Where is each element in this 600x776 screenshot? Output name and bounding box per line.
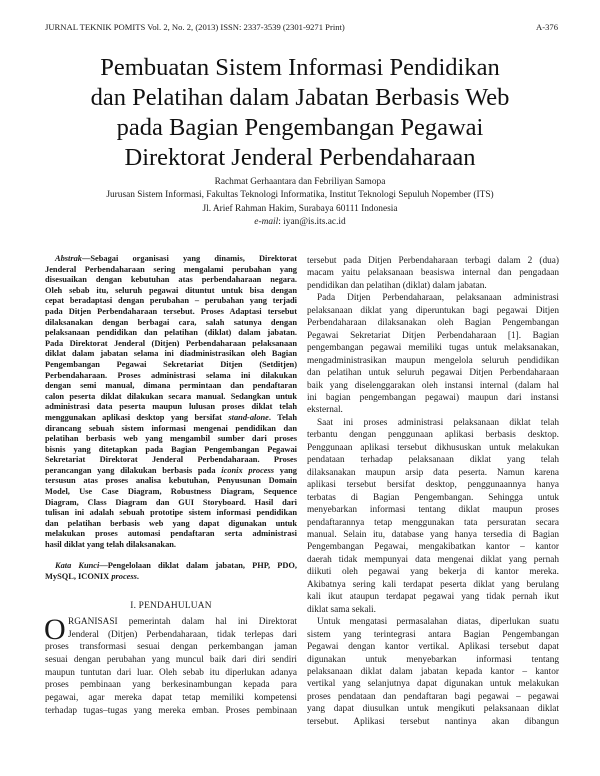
text-segment: RGANISASI pemerintah dalam hal ini Direktorat (68, 617, 297, 627)
text-segment: disesuaikan dengan kebutuhan atas perbendaharaan negara. (45, 275, 297, 285)
text-line (307, 517, 559, 529)
italic-text: Abstrak (55, 254, 82, 263)
text-segment: Model, Use Case Diagram, Robustness Diagram, Sequence (45, 487, 297, 497)
text-segment: maupun tuntutan dari luar. Oleh sebab itu diperlukan adanya (45, 667, 297, 678)
text-line (45, 392, 297, 403)
text-line (307, 579, 559, 591)
text-segment: mengadministrasikan maupun mengelola seluruh pendidikan (307, 355, 559, 366)
text-line (45, 476, 297, 487)
text-line (45, 371, 297, 382)
paragraph (44, 613, 297, 718)
text-line (45, 413, 297, 424)
text-line (307, 292, 559, 304)
italic-text: stand-alone (228, 412, 269, 422)
text-segment: yang (274, 465, 297, 475)
text-segment: eksternal. (307, 405, 343, 416)
text-segment: Oleh sebab itu, seluruh pegawai dituntut untuk bisa dengan (45, 285, 297, 295)
text-segment: bisnis yang ditetapkan pada Bagian Pengembangan Pegawai (45, 444, 297, 454)
text-line (307, 367, 559, 379)
text-segment: terhadap tugas–tugas yang mereka emban. Proses pembinaan (45, 705, 297, 716)
email-address[interactable]: : iyan@is.its.ac.id (278, 216, 346, 227)
text-segment: perancangan yang dilakukan berbasis pada (45, 465, 222, 475)
text-line (307, 529, 559, 541)
text-segment: menggunakan aplikasi desktop yang bersifat (45, 412, 229, 422)
text-segment: dilaksanakan maupun arsip data peserta. Namun karena (307, 467, 559, 478)
text-segment: pegawai, agar mereka dapat tetap memiliki kompetensi (45, 693, 297, 704)
author-block (0, 176, 600, 229)
text-line (307, 604, 559, 616)
abstract (45, 254, 297, 551)
text-segment: proses pembinaan yang berkesinambungan kepada para (45, 680, 297, 691)
text-segment: pelaksanaan diklat yang diperuntukan bagi pegawai Ditjen (307, 305, 559, 316)
text-segment: Pengembangan Pegawai Sekretariat Ditjen (Setditjen) (45, 359, 297, 369)
paragraph (307, 255, 559, 292)
text-line (307, 678, 559, 690)
text-segment: melakukan proses automasi pendaftaran serta administrasi (45, 529, 297, 539)
text-segment: vertikal yang selanjutnya dapat digunakan untuk melakukan (307, 679, 559, 690)
text-line (307, 404, 559, 416)
text-line (45, 455, 297, 466)
text-line (45, 529, 297, 540)
paragraph (307, 616, 559, 728)
keywords (45, 560, 297, 582)
text-segment: Jenderal (Ditjen) Perbendaharaan, tidak terlepas dari (68, 629, 297, 640)
text-line (307, 317, 559, 329)
text-segment: proses transformasi sesuai dengan perkembangan jaman (45, 642, 297, 653)
text-segment: pendidikan dan pelatihan (diklat) dalam jabatan. (307, 280, 487, 291)
text-segment: —Pengelolaan diklat dalam jabatan, PHP, PDO, (99, 561, 297, 570)
text-segment: Akibatnya sering kali terdapat peserta diklat yang berulang (307, 579, 559, 590)
text-line (45, 616, 297, 629)
text-segment: cepat beradaptasi dengan perubahan – perubahan yang terjadi (45, 296, 297, 306)
text-line (307, 467, 559, 479)
text-segment: tulisan ini adalah sebuah prototipe sistem informasi pendidikan (45, 508, 297, 518)
text-line (307, 305, 559, 317)
text-segment: . (136, 572, 139, 581)
text-line (307, 429, 559, 441)
text-segment: Pegawai Sekretariat Ditjen Perbendaharaan [1]. Bagian (307, 330, 559, 341)
text-segment: dilaksanakan dengan berbagai cara, salah satunya dengan (45, 317, 297, 327)
text-segment: menyebarkan informasi tentang diklat maupun proses (307, 505, 559, 516)
title-line: pada Bagian Pengembangan Pegawai (116, 114, 484, 141)
text-line (45, 571, 297, 582)
text-segment: pelaksanaan pendidikan dan pelatihan (diklat) dalam jabatan. (45, 328, 297, 338)
text-line (45, 402, 297, 413)
text-segment: diikuti oleh pegawai yang bekerja di kantor mereka. (307, 567, 559, 578)
text-line (45, 445, 297, 456)
text-line (307, 392, 559, 404)
text-line (45, 466, 297, 477)
text-segment: manual. Selain itu, database yang hanya tersedia di Bagian (307, 529, 559, 540)
text-segment: Pegawai dengan kantor vertikal. Aplikasi tersebut dapat (307, 642, 559, 653)
text-segment: dan pelatihan berbasis web yang dapat digunakan untuk (45, 518, 297, 528)
text-segment: dengan semi manual, dimana permintaan dan pendaftaran (45, 381, 297, 391)
text-line (45, 519, 297, 530)
text-line (307, 504, 559, 516)
text-line (307, 255, 559, 267)
text-segment: MySQL, ICONIX (45, 572, 112, 581)
text-segment: Jenderal Perbendaharaan sering mengalami perubahan yang (45, 264, 297, 274)
author-email (0, 216, 600, 229)
text-line (45, 498, 297, 509)
text-line (307, 479, 559, 491)
text-line (45, 328, 297, 339)
text-segment: pelaksanaan diklat dalam jabatan kepada kantor – kantor (307, 666, 559, 677)
text-segment: administrasi data peserta maupun lulusan proses diklat telah (45, 402, 297, 412)
text-segment: dirancang sebuah sistem informasi mengenai pendidikan dan (45, 423, 297, 433)
text-line (45, 286, 297, 297)
text-line (45, 360, 297, 371)
text-line (45, 307, 297, 318)
text-segment: pengembangan pegawai memiliki tugas untuk melaksanakan, (307, 343, 559, 354)
drop-cap: O (44, 613, 66, 646)
text-line (307, 342, 559, 354)
text-line (45, 692, 297, 705)
text-line (45, 679, 297, 692)
text-line (45, 275, 297, 286)
author-affiliation: Jurusan Sistem Informasi, Fakultas Teknologi Informatika, Institut Teknologi Sepuluh Nopember (ITS) (106, 190, 494, 201)
text-line (45, 424, 297, 435)
text-line (45, 560, 297, 571)
text-line (307, 566, 559, 578)
text-line (45, 349, 297, 360)
text-line (45, 540, 297, 551)
email-label: e-mail (254, 216, 279, 227)
text-segment: dan pelatihan untuk seluruh pegawai Ditjen Perbendaharaan (307, 368, 559, 379)
text-segment: Sekretariat Direktorat Jenderal Perbendaharaan. Proses (45, 455, 297, 465)
text-segment: digunakan untuk menyebarkan informasi tentang (307, 654, 559, 665)
section-heading: I. PENDAHULUAN (130, 601, 212, 611)
text-line (307, 591, 559, 603)
text-line (307, 616, 559, 628)
text-segment: proses pendataan dan pendaftaran bagi pegawai – pegawai (307, 691, 559, 702)
text-line (307, 380, 559, 392)
text-segment: yang dapat diusulkan untuk mengikuti pelaksanaan diklat (307, 704, 559, 715)
right-column-text (307, 255, 559, 728)
text-segment: diklat sama sekali. (307, 604, 376, 615)
italic-text: process (111, 572, 137, 581)
page-number: A-376 (536, 22, 558, 32)
paragraph (45, 254, 297, 551)
text-line (45, 705, 297, 718)
text-line (45, 629, 297, 642)
italic-text: Kata Kunci (55, 561, 100, 570)
text-line (307, 691, 559, 703)
journal-header: JURNAL TEKNIK POMITS Vol. 2, No. 2, (2013) ISSN: 2337-3539 (2301-9271 Print) (45, 22, 345, 32)
text-line (307, 442, 559, 454)
text-segment: terbatas di Bagian Pengembangan. Sehingga untuk (307, 492, 559, 503)
author-names: Rachmat Gerhaantara dan Febriliyan Samopa (214, 177, 386, 187)
introduction-text (44, 613, 297, 718)
text-line (307, 541, 559, 553)
text-segment: terbantu dengan penggunaan aplikasi berbasis desktop. (307, 430, 559, 441)
text-segment: —Sebagai organisasi yang dinamis, Direktorat (82, 254, 297, 263)
text-line (45, 318, 297, 329)
text-segment: ini bagian pengembangan pegawai) maupun dari instansi (307, 392, 559, 403)
paragraph (45, 560, 297, 582)
text-line (45, 296, 297, 307)
paragraph (307, 292, 559, 417)
text-line (307, 330, 559, 342)
text-segment: Pada Direktorat Jenderal (Ditjen) Perbendaharaan pelaksanaan (45, 338, 297, 348)
text-segment: pendaftarannya tetap menggunakan tata persuratan secara (307, 517, 559, 528)
italic-text: iconix process (221, 465, 275, 475)
text-segment: tersusun atas proses analisa kebutuhan, Penyusunan Domain (45, 476, 297, 486)
text-line (307, 716, 559, 728)
text-segment: . Telah (268, 412, 297, 422)
title-line: Direktorat Jenderal Perbendaharaan (124, 144, 476, 171)
text-segment: baik yang diselenggarakan oleh instansi internal (dalam hal (307, 380, 559, 391)
text-line (307, 454, 559, 466)
text-segment: Penggunaan aplikasi tersebut dikhususkan untuk melakukan (307, 442, 559, 453)
text-line (45, 487, 297, 498)
text-line (307, 654, 559, 666)
paragraph (307, 417, 559, 616)
text-segment: sesuai dengan perubahan yang muncul baik dari diri sendiri (45, 655, 297, 666)
text-segment: aplikasi tersebut bersifat desktop, penggunaannya hanya (307, 480, 559, 491)
text-segment: daerah tidak mempunyai data mengenai diklat yang pernah (307, 554, 559, 565)
text-segment: sistem yang terintegrasi antara Bagian Pengembangan (307, 629, 559, 640)
text-segment: Perbendaharaan dilaksanakan oleh Bagian Pengembangan (307, 318, 559, 329)
text-segment: Saat ini proses administrasi pelaksanaan diklat telah (317, 417, 559, 428)
text-line (45, 508, 297, 519)
text-line (45, 667, 297, 680)
text-segment: hasil diklat yang telah dilaksanakan. (45, 540, 177, 550)
text-segment: macam yaitu pelaksanaan beasiswa internal dan pengadaan (307, 268, 559, 279)
text-line (45, 381, 297, 392)
text-segment: pendataan terhadap pelaksanaan diklat yang telah (307, 455, 559, 466)
text-line (307, 267, 559, 279)
text-segment: tersebut pada Ditjen Perbendaharaan terbagi dalam 2 (dua) (307, 256, 559, 266)
text-line (45, 339, 297, 350)
text-segment: pada Ditjen Perbendaharaan tersebut. Proses Adaptasi tersebut (45, 306, 297, 316)
text-segment: diklat dalam jabatan selama ini diadministrasikan oleh Bagian (45, 349, 297, 359)
text-segment: calon peserta diklat dilakukan secara manual. Sedangkan untuk (45, 391, 297, 401)
text-segment: Pengembangan Pegawai, mengakibatkan kantor – kantor (307, 542, 559, 553)
text-segment: tersebut. Aplikasi tersebut nantinya akan dibangun (307, 716, 559, 727)
paper-title (0, 53, 600, 173)
title-line: dan Pelatihan dalam Jabatan Berbasis Web (90, 84, 510, 111)
title-line: Pembuatan Sistem Informasi Pendidikan (100, 54, 500, 81)
text-line (307, 703, 559, 715)
text-line (307, 641, 559, 653)
text-segment: Diagram, Class Diagram dan GUI Storyboard. Hasil dari (45, 497, 297, 507)
text-line (307, 554, 559, 566)
text-segment: pelatihan berbasis web yang mengambil sumber dari proses (45, 434, 297, 444)
author-address: Jl. Arief Rahman Hakim, Surabaya 60111 Indonesia (202, 203, 398, 214)
text-line (307, 492, 559, 504)
text-line (307, 666, 559, 678)
text-segment: kali ikut ataupun terdapat pegawai yang tidak pernah ikut (307, 592, 559, 603)
text-line (45, 434, 297, 445)
text-segment: Pada Ditjen Perbendaharaan, pelaksanaan administrasi (317, 293, 559, 304)
text-line (45, 654, 297, 667)
text-line (307, 629, 559, 641)
text-line (45, 641, 297, 654)
text-line (307, 417, 559, 429)
text-line (45, 265, 297, 276)
text-segment: Perbendaharaan. Proses administrasi selama ini dilakukan (45, 370, 297, 380)
text-line (307, 355, 559, 367)
text-line (307, 280, 559, 292)
text-segment: Untuk mengatasi permasalahan diatas, diperlukan suatu (317, 617, 559, 628)
text-line (45, 254, 297, 265)
